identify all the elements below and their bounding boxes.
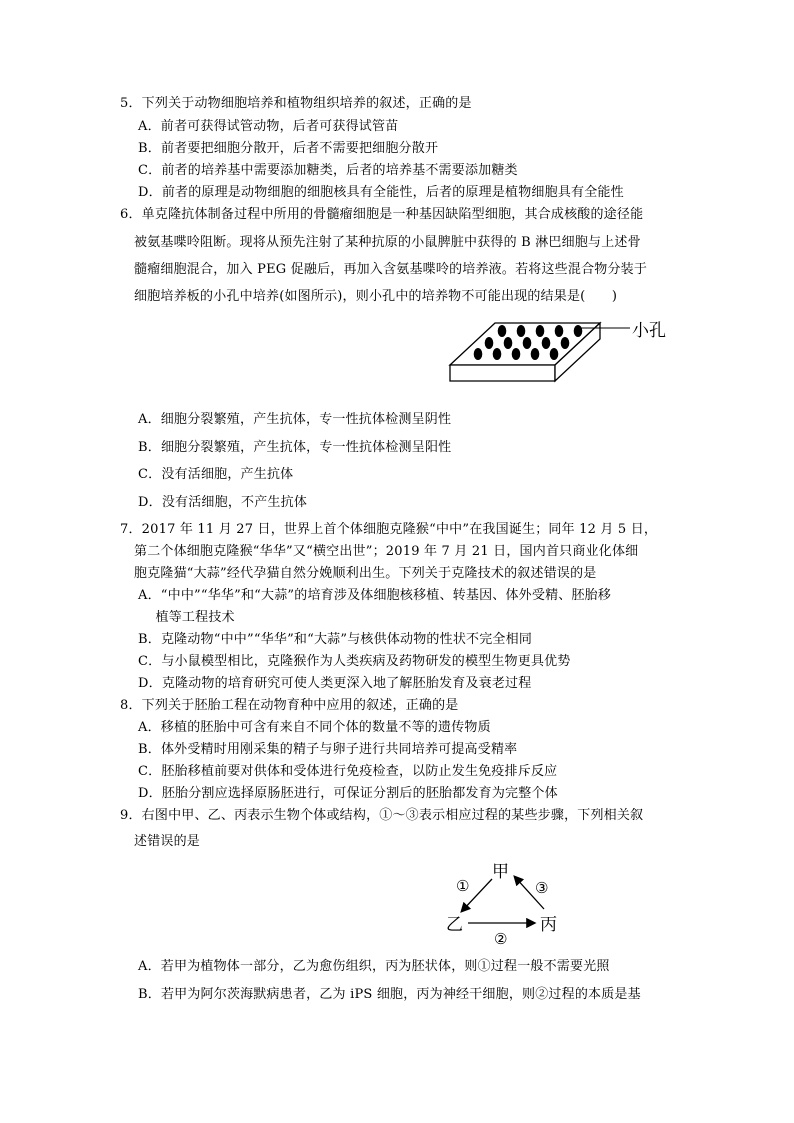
q8-option-c: C．胚胎移植前要对供体和受体进行免疫检查，以防止发生免疫排斥反应 — [138, 764, 558, 779]
q6-stem-line-1: 6．单克隆抗体制备过程中所用的骨髓瘤细胞是一种基因缺陷型细胞，其合成核酸的途径能 — [120, 207, 644, 222]
step-1-label: ① — [456, 877, 470, 895]
q9-option-a: A．若甲为植物体一部分，乙为愈伤组织，丙为胚状体，则①过程一般不需要光照 — [138, 959, 610, 974]
well — [542, 337, 551, 349]
q6-option-d: D．没有活细胞，不产生抗体 — [138, 495, 308, 510]
q9-stem-line-1: 9．右图中甲、乙、丙表示生物个体或结构，①～③表示相应过程的某些步骤，下列相关叙 — [120, 808, 644, 823]
q6-option-b: B．细胞分裂繁殖，产生抗体，专一性抗体检测呈阳性 — [138, 440, 452, 455]
well — [485, 337, 494, 349]
well — [493, 348, 502, 360]
q9-option-b: B．若甲为阿尔茨海默病患者，乙为 iPS 细胞，丙为神经干细胞，则②过程的本质是基 — [138, 987, 641, 1002]
q7-option-a-line-2: 植等工程技术 — [138, 610, 235, 625]
well — [523, 337, 532, 349]
node-yi: 乙 — [446, 915, 463, 935]
q8-option-b: B．体外受精时用刚采集的精子与卵子进行共同培养可提高受精率 — [138, 742, 518, 757]
well — [531, 348, 540, 360]
q5-stem: 5．下列关于动物细胞培养和植物组织培养的叙述，正确的是 — [120, 96, 472, 111]
q7-option-b: B．克隆动物“中中”“华华”和“大蒜”与核供体动物的性状不完全相同 — [138, 632, 533, 647]
node-jia: 甲 — [492, 862, 509, 882]
q6-stem-line-4: 细胞培养板的小孔中培养(如图所示)，则小孔中的培养物不可能出现的结果是( ) — [134, 289, 618, 304]
q6-option-a: A．细胞分裂繁殖，产生抗体，专一性抗体检测呈阴性 — [138, 412, 452, 427]
q7-option-d: D．克隆动物的培育研究可使人类更深入地了解胚胎发育及衰老过程 — [138, 676, 532, 691]
culture-plate-figure — [440, 315, 680, 390]
well — [561, 337, 570, 349]
q6-option-c: C．没有活细胞，产生抗体 — [138, 467, 294, 482]
node-bing: 丙 — [540, 915, 557, 935]
well — [536, 325, 545, 337]
q8-option-d: D．胚胎分割应选择原肠胚进行，可保证分割后的胚胎都发育为完整个体 — [138, 786, 558, 801]
q7-option-c: C．与小鼠模型相比，克隆猴作为人类疾病及药物研发的模型生物更具优势 — [138, 654, 571, 669]
q6-stem-line-3: 髓瘤细胞混合，加入 PEG 促融后，再加入含氨基喋呤的培养液。若将这些混合物分装于 — [134, 262, 648, 277]
process-triangle-diagram — [440, 855, 580, 950]
step-3-label: ③ — [535, 879, 549, 897]
figure-label-small-hole: 小孔 — [632, 321, 666, 341]
q7-option-a-line-1: A．“中中”“华华”和“大蒜”的培育涉及体细胞核移植、转基因、体外受精、胚胎移 — [138, 588, 612, 603]
well — [517, 325, 526, 337]
q5-option-a: A．前者可获得试管动物，后者可获得试管苗 — [138, 119, 399, 134]
q9-stem-line-2: 述错误的是 — [134, 834, 201, 849]
well — [574, 325, 583, 337]
q7-stem-line-1: 7．2017 年 11 月 27 日，世界上首个体细胞克隆猴“中中”在我国诞生；同年 12 月 5 日， — [120, 522, 658, 537]
q5-option-d: D．前者的原理是动物细胞的细胞核具有全能性，后者的原理是植物细胞具有全能性 — [138, 185, 624, 200]
q7-stem-line-2: 第二个体细胞克隆猴“华华”又“横空出世”；2019 年 7 月 21 日，国内首只商业化体细 — [134, 544, 639, 559]
well — [555, 325, 564, 337]
well — [474, 348, 483, 360]
q5-option-c: C．前者的培养基中需要添加糖类，后者的培养基不需要添加糖类 — [138, 163, 518, 178]
q6-stem-line-2: 被氨基喋呤阻断。现将从预先注射了某种抗原的小鼠脾脏中获得的 B 淋巴细胞与上述骨 — [134, 235, 641, 250]
well — [504, 337, 513, 349]
well — [512, 348, 521, 360]
q5-option-b: B．前者要把细胞分散开，后者不需要把细胞分散开 — [138, 141, 439, 156]
plate-front-face — [450, 365, 555, 381]
well — [550, 348, 559, 360]
q8-stem: 8．下列关于胚胎工程在动物育种中应用的叙述，正确的是 — [120, 698, 459, 713]
well — [498, 325, 507, 337]
step-2-label: ② — [494, 930, 508, 948]
q8-option-a: A．移植的胚胎中可含有来自不同个体的数量不等的遗传物质 — [138, 720, 491, 735]
q7-stem-line-3: 胞克隆猫“大蒜”经代孕猫自然分娩顺利出生。下列关于克隆技术的叙述错误的是 — [134, 566, 597, 581]
